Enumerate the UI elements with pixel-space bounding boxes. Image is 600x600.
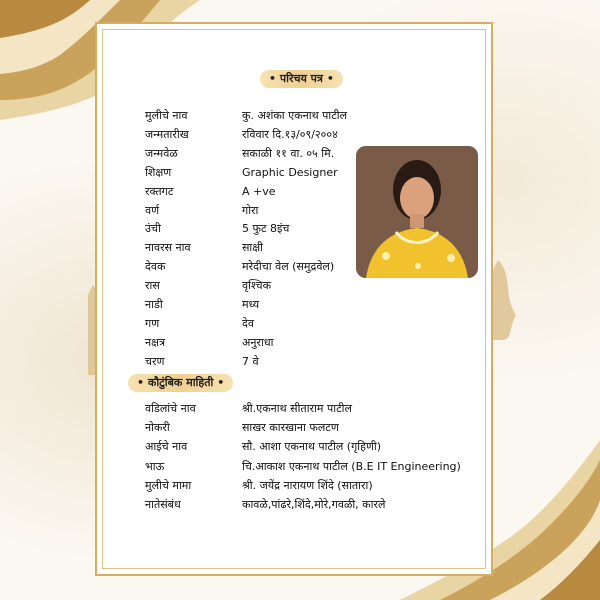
detail-value: मरेदीचा वेल (समुद्रवेल)	[242, 260, 335, 274]
detail-row	[145, 419, 475, 437]
detail-value: चि.आकाश एकनाथ पाटील (B.E IT Engineering)	[242, 459, 461, 473]
detail-value: साखर कारखाना फलटण	[242, 421, 339, 435]
detail-value: वृश्चिक	[242, 279, 272, 293]
detail-label: मुलीचे नाव	[145, 109, 188, 122]
detail-value: कु. अशंका एकनाथ पाटील	[242, 109, 348, 122]
detail-row	[145, 107, 475, 125]
detail-value: साक्षी	[242, 241, 264, 255]
detail-label: वर्ण	[145, 203, 160, 217]
detail-row	[145, 334, 475, 352]
detail-label: नातेसंबंध	[145, 498, 181, 511]
detail-label: चरण	[145, 354, 165, 368]
detail-label: रक्तगट	[145, 184, 174, 198]
detail-label: जन्मवेळ	[145, 146, 178, 160]
page-title-text: परिचय पत्र	[279, 72, 323, 85]
detail-label: नोकरी	[145, 421, 170, 435]
detail-value: देव	[242, 316, 254, 330]
detail-row	[145, 296, 475, 314]
detail-label: शिक्षण	[145, 165, 172, 179]
detail-value: Graphic Designer	[242, 165, 338, 179]
detail-row	[145, 277, 475, 295]
detail-label: देवक	[145, 260, 166, 274]
detail-label: भाऊ	[145, 459, 165, 473]
detail-label: आईचे नाव	[145, 440, 188, 454]
detail-value: रविवार दि.१३/०९/२००४	[242, 127, 338, 141]
detail-label: नक्षत्र	[145, 335, 166, 349]
page-title: • परिचय पत्र •	[260, 70, 343, 88]
detail-row	[145, 458, 475, 476]
profile-photo	[356, 146, 478, 278]
detail-label: उंची	[145, 222, 161, 236]
detail-row	[145, 400, 475, 418]
detail-label: नावरस नाव	[145, 241, 191, 255]
photo-illustration	[356, 146, 478, 278]
detail-value: 7 वे	[242, 354, 259, 368]
detail-row	[145, 126, 475, 144]
detail-label: गण	[145, 316, 160, 330]
detail-value: मध्य	[242, 298, 260, 311]
family-section-title: • कौटुंबिक माहिती •	[128, 374, 233, 392]
detail-value: कावळे,पांढरे,शिंदे,मोरे,गवळी, कारले	[242, 498, 386, 511]
family-section-title-text: कौटुंबिक माहिती	[147, 376, 214, 389]
detail-label: वडिलांचे नाव	[145, 402, 196, 415]
detail-value: सौ. आशा एकनाथ पाटील (गृहिणी)	[242, 440, 382, 454]
detail-value: A +ve	[242, 184, 276, 198]
detail-row	[145, 496, 475, 514]
detail-value: अनुराधा	[242, 335, 274, 349]
detail-value: सकाळी ११ वा. ०५ मि.	[242, 146, 335, 160]
detail-row	[145, 438, 475, 456]
detail-label: रास	[145, 279, 160, 293]
detail-value: श्री.एकनाथ सीताराम पाटील	[242, 402, 352, 415]
detail-label: जन्मतारीख	[145, 127, 189, 141]
detail-row	[145, 353, 475, 371]
detail-value: गोरा	[242, 203, 259, 217]
detail-value: 5 फुट 8इंच	[242, 222, 290, 236]
detail-label: नाडी	[145, 298, 163, 311]
detail-label: मुलीचे मामा	[145, 478, 192, 492]
detail-row	[145, 315, 475, 333]
detail-row	[145, 477, 475, 495]
detail-value: श्री. जयेंद्र नारायण शिंदे (सातारा)	[242, 478, 373, 492]
